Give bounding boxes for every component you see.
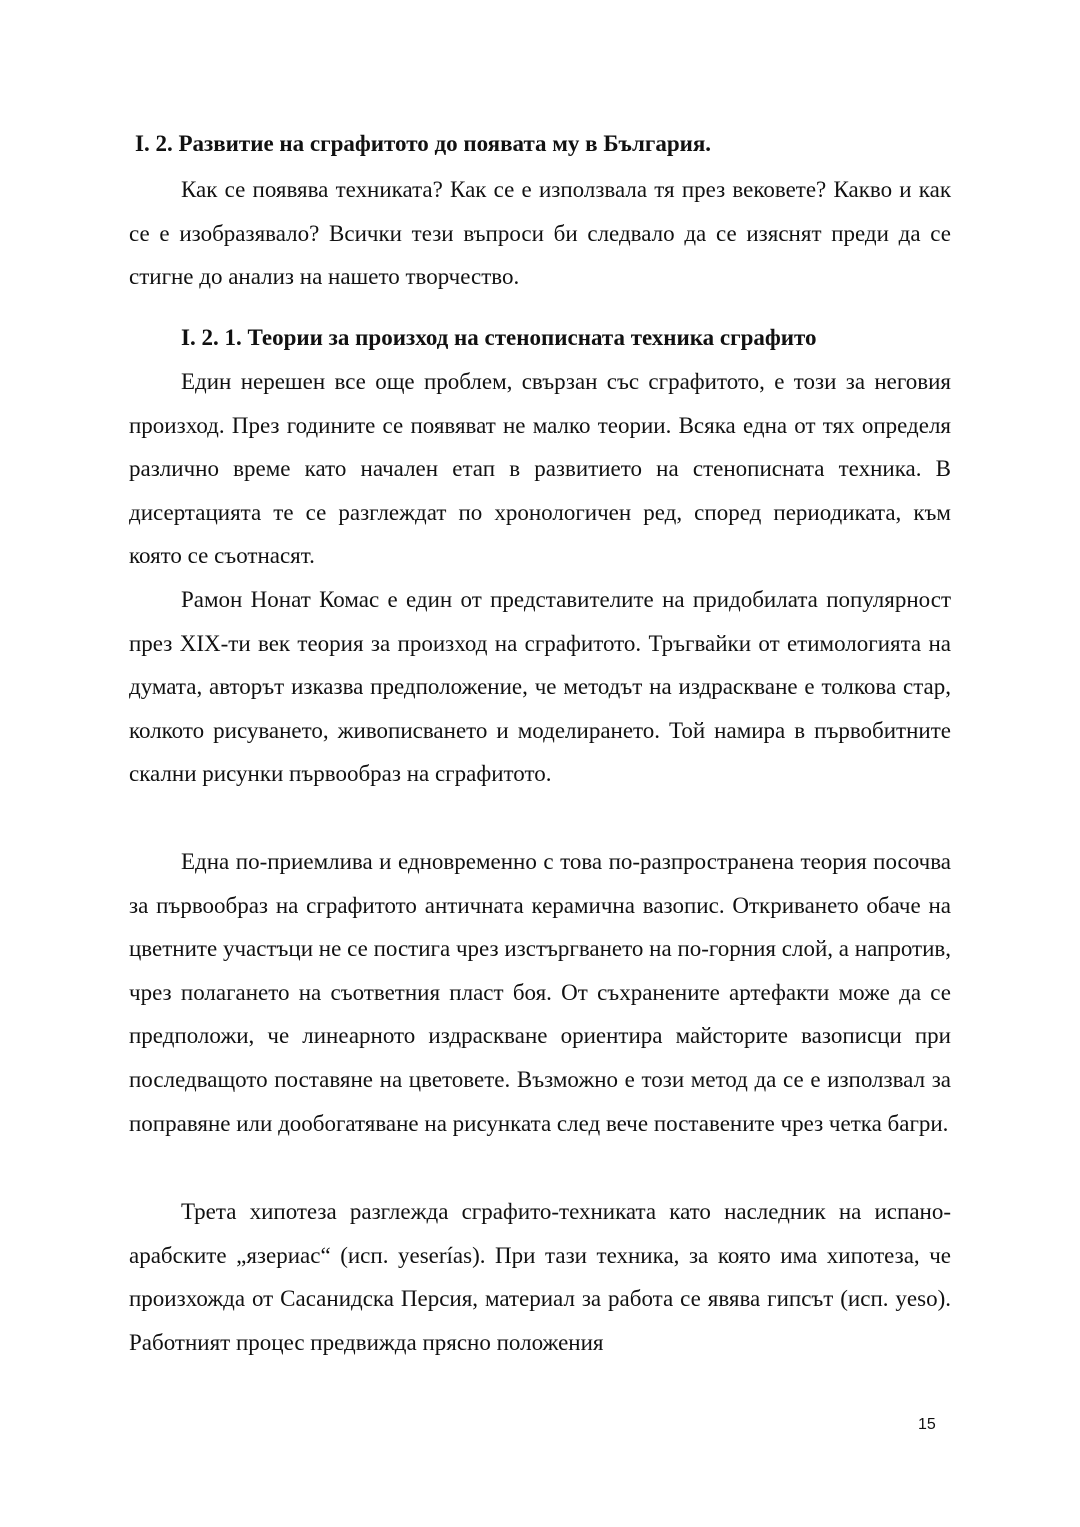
subsection-heading: I. 2. 1. Теории за произход на стенописната техника сграфито <box>181 325 817 350</box>
intro-paragraph: Как се появява техниката? Как се е използвала тя през вековете? Какво и как се е изобразявало? Всички тези въпроси би следвало да се изяснят преди да се стигне до анализ на нашето творчество. <box>129 177 951 290</box>
body-paragraph-vase-painting: Една по-приемлива и едновременно с това по-разпространена теория посочва за първообраз на сграфитото античната керамична вазопис. Откриването обаче на цветните участъци не се постига чрез изстъргването на по-горния слой, а напротив, чрез полагането на съответния пласт боя. От съхранените артефакти може да се предположи, че линеарното издраскване ориентира майсторите вазописци при последващото поставяне на цветовете. Възможно е този метод да се е използвал за поправяне или дообогатяване на рисунката след вече поставените чрез четка багри. <box>129 849 951 1136</box>
page-number: 15 <box>918 1416 936 1433</box>
body-paragraph-origin-problem: Един нерешен все още проблем, свързан със сграфитото, е този за неговия произход. През годините се появяват не малко теории. Всяка една от тях определя различно време като начален етап в развитието на стенописната техника. В дисертацията те се разглеждат по хронологичен ред, според периодиката, към която се съотнасят. <box>129 369 951 569</box>
section-heading: I. 2. Развитие на сграфитото до появата му в България. <box>135 131 712 156</box>
body-paragraph-ramon-comas: Рамон Нонат Комас е един от представителите на придобилата популярност през XIX-ти век теория за произход на сграфитото. Тръгвайки от етимологията на думата, авторът изказва предположение, че методът на издраскване е толкова стар, колкото рисуването, живописването и моделирането. Той намира в първобитните скални рисунки първообраз на сграфитото. <box>129 587 951 787</box>
body-paragraph-yeserias: Трета хипотеза разглежда сграфито-техниката като наследник на испано-арабските „язериас“ (исп. yeserías). При тази техника, за която има хипотеза, че произхожда от Сасанидска Персия, материал за работа се явява гипсът (исп. yeso). Работният процес предвижда прясно положения <box>129 1199 951 1355</box>
